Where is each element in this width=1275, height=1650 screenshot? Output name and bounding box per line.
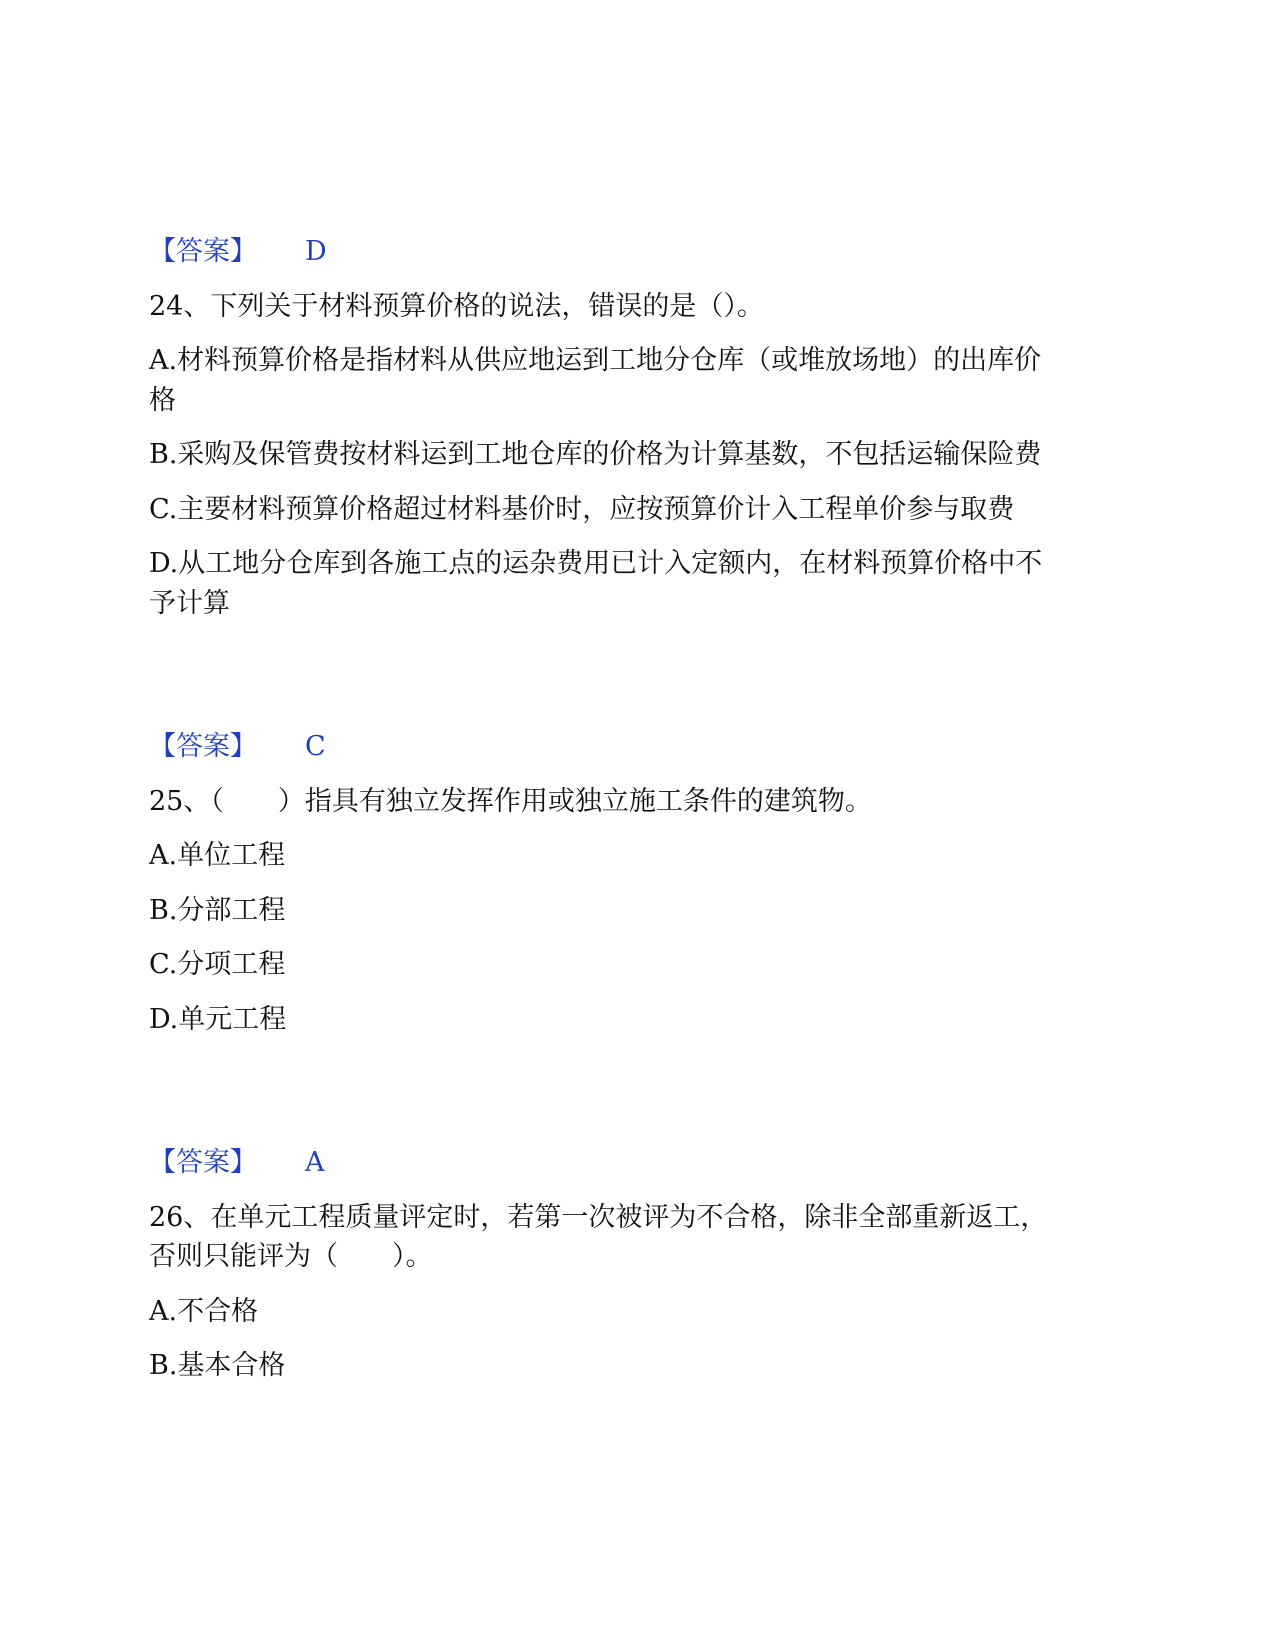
question-24-option-c: C.主要材料预算价格超过材料基价时，应按预算价计入工程单价参与取费	[149, 494, 1015, 525]
question-25-option-c: C.分项工程	[149, 949, 286, 980]
answer-line-23	[149, 232, 327, 272]
answer-line-25	[149, 1143, 325, 1183]
answer-label: 【答案】	[149, 1147, 257, 1178]
answer-label: 【答案】	[149, 236, 257, 267]
question-24-stem: 24、下列关于材料预算价格的说法，错误的是（）。	[149, 291, 764, 322]
answer-line-24	[149, 727, 326, 767]
answer-label: 【答案】	[149, 731, 257, 762]
question-26-option-a: A.不合格	[149, 1296, 259, 1327]
question-26-option-b: B.基本合格	[149, 1350, 286, 1381]
question-26-stem-line1: 26、在单元工程质量评定时，若第一次被评为不合格，除非全部重新返工，	[149, 1202, 1048, 1233]
question-24-option-a: A.材料预算价格是指材料从供应地运到工地分仓库（或堆放场地）的出库价	[149, 345, 1042, 376]
answer-value: C	[305, 731, 326, 762]
answer-value: D	[305, 236, 327, 267]
question-25-stem: 25、（ ）指具有独立发挥作用或独立施工条件的建筑物。	[149, 786, 872, 817]
question-25-option-a: A.单位工程	[149, 840, 286, 871]
question-25-option-d: D.单元工程	[149, 1004, 287, 1035]
question-26-stem-line2: 否则只能评为（ ）。	[149, 1241, 433, 1272]
question-24-option-b: B.采购及保管费按材料运到工地仓库的价格为计算基数，不包括运输保险费	[149, 439, 1042, 470]
question-24-option-d: D.从工地分仓库到各施工点的运杂费用已计入定额内，在材料预算价格中不	[149, 548, 1043, 579]
question-24-option-a-cont: 格	[149, 385, 176, 416]
answer-value: A	[305, 1147, 325, 1178]
question-25-option-b: B.分部工程	[149, 895, 286, 926]
question-24-option-d-cont: 予计算	[149, 588, 230, 619]
